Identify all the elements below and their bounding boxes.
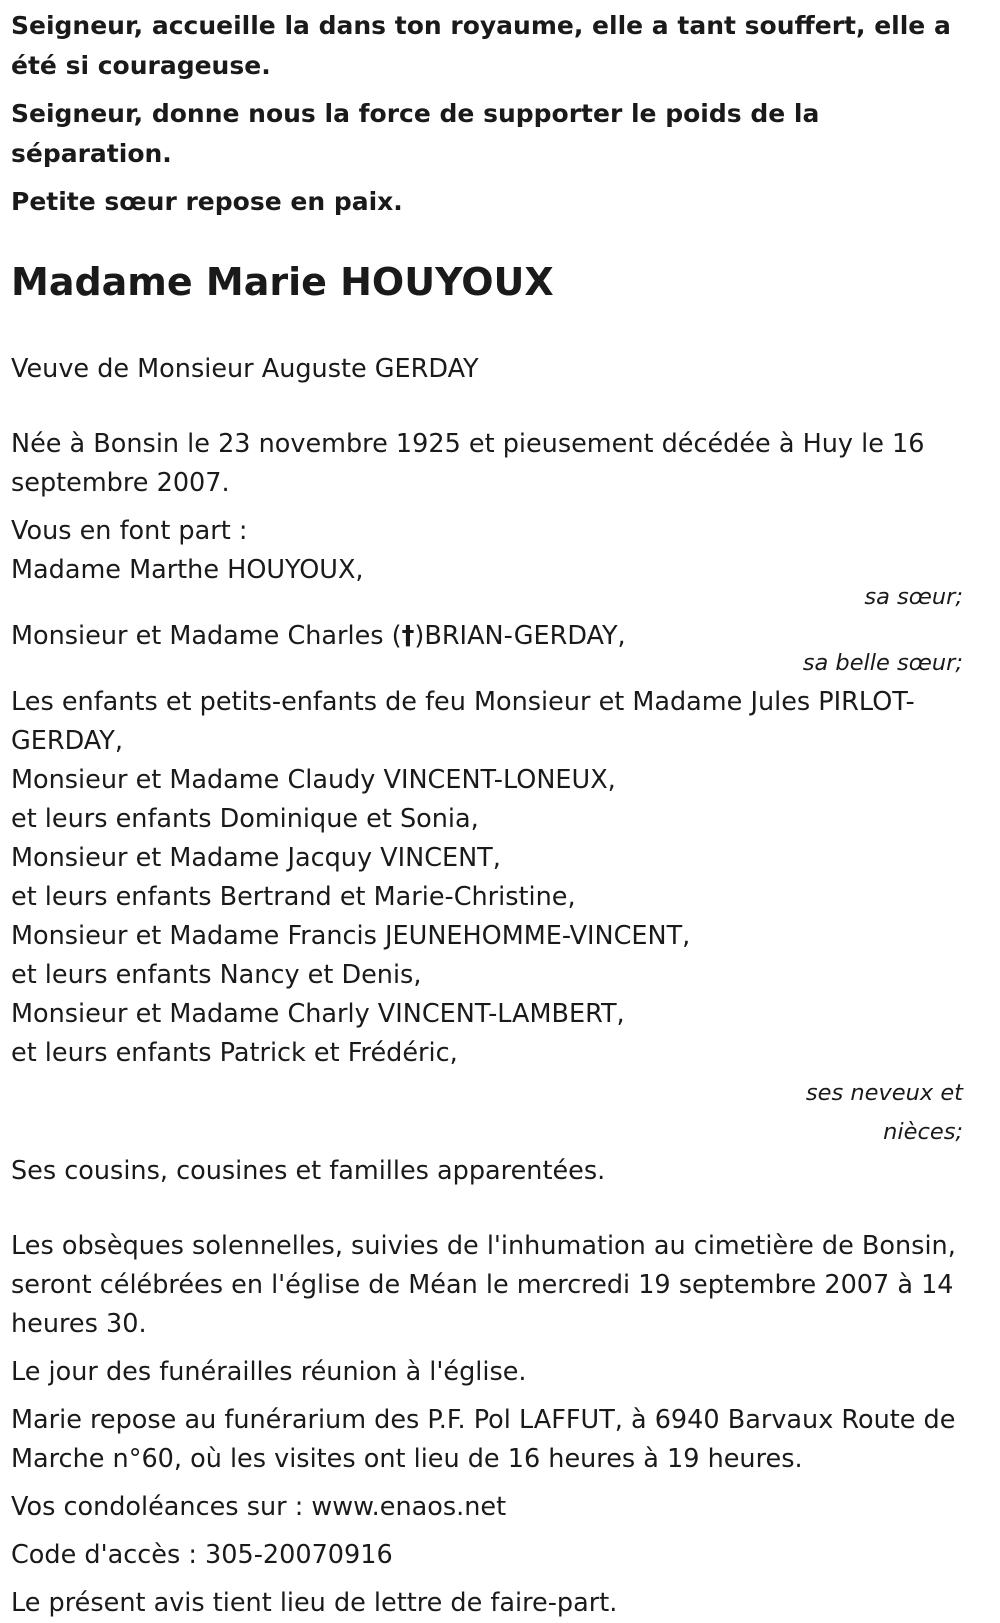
sister-in-law-relation: sa belle sœur; xyxy=(802,650,963,676)
family-line: Monsieur et Madame Francis JEUNEHOMME-VINCENT, xyxy=(11,921,691,951)
cross-icon: † xyxy=(401,621,415,651)
sister-in-law-suffix: )BRIAN-GERDAY, xyxy=(414,621,626,651)
funeral-meeting: Le jour des funérailles réunion à l'église. xyxy=(11,1357,527,1387)
family-line: et leurs enfants Dominique et Sonia, xyxy=(11,804,479,834)
prayer-line: Petite sœur repose en paix. xyxy=(11,187,403,216)
family-line: Monsieur et Madame Claudy VINCENT-LONEUX, xyxy=(11,765,616,795)
announcement-intro: Vous en font part : xyxy=(11,516,248,546)
sister-relation: sa sœur; xyxy=(864,584,963,610)
funeral-rest: Marie repose au funérarium des P.F. Pol LAFFUT, à 6940 Barvaux Route de Marche n°60, où les visites ont lieu de 16 heures à 19 heures. xyxy=(11,1405,956,1474)
deceased-name: Madame Marie HOUYOUX xyxy=(11,260,554,304)
birth-death: Née à Bonsin le 23 novembre 1925 et pieusement décédée à Huy le 16 septembre 2007. xyxy=(11,429,925,498)
funeral-service: Les obsèques solennelles, suivies de l'inhumation au cimetière de Bonsin, seront célébrées en l'église de Méan le mercredi 19 septembre 2007 à 14 heures 30. xyxy=(11,1231,956,1339)
condolences-line: Vos condoléances sur : www.enaos.net xyxy=(11,1492,507,1522)
sister-in-law-prefix: Monsieur et Madame Charles ( xyxy=(11,621,402,651)
family-line: Les enfants et petits-enfants de feu Monsieur et Madame Jules PIRLOT-GERDAY, xyxy=(11,687,915,756)
cousins-line: Ses cousins, cousines et familles apparentées. xyxy=(11,1156,606,1186)
family-line: et leurs enfants Patrick et Frédéric, xyxy=(11,1038,458,1068)
nephews-relation: ses neveux et nièces; xyxy=(805,1080,963,1145)
access-code-line: Code d'accès : 305-20070916 xyxy=(11,1540,393,1570)
family-line: et leurs enfants Bertrand et Marie-Christine, xyxy=(11,882,576,912)
notice-line: Le présent avis tient lieu de lettre de faire-part. xyxy=(11,1588,618,1618)
family-line: Monsieur et Madame Charly VINCENT-LAMBERT, xyxy=(11,999,625,1029)
sister-line: Madame Marthe HOUYOUX, xyxy=(11,555,364,585)
family-line: et leurs enfants Nancy et Denis, xyxy=(11,960,422,990)
prayer-line: Seigneur, accueille la dans ton royaume, elle a tant souffert, elle a été si courageuse. xyxy=(11,11,951,80)
widow-of: Veuve de Monsieur Auguste GERDAY xyxy=(11,354,479,384)
prayer-line: Seigneur, donne nous la force de supporter le poids de la séparation. xyxy=(11,99,820,168)
family-line: Monsieur et Madame Jacquy VINCENT, xyxy=(11,843,501,873)
